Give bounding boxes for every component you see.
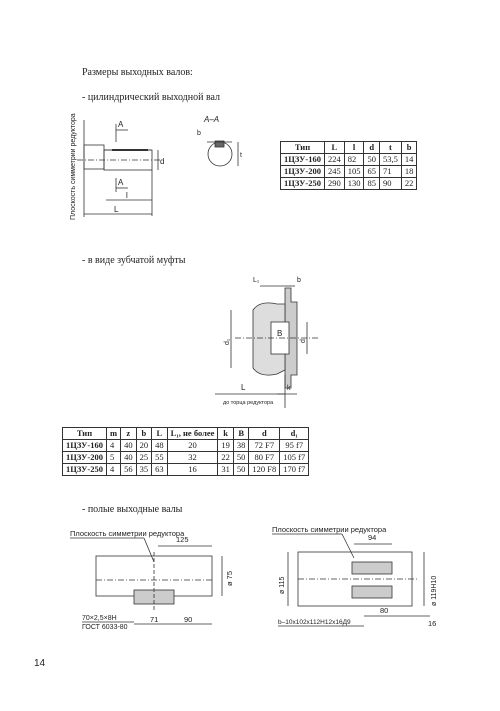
dim-L1-label: L₁	[253, 277, 260, 284]
table-row	[281, 166, 417, 178]
dim-d-label: d	[300, 339, 307, 343]
table-cell: 105	[344, 166, 364, 178]
table-cell: 85	[364, 178, 380, 190]
table-cell: 1ЦЗУ-250	[281, 178, 325, 190]
dim-16-label: 16	[428, 619, 437, 628]
table-cell: 20	[167, 440, 218, 452]
table-cell: 48	[152, 440, 168, 452]
table-cell: 1ЦЗУ-250	[63, 464, 107, 476]
table-cell: 38	[233, 440, 249, 452]
hollow-shaft-spline-zone-top	[352, 562, 392, 574]
spline-designation: b–10x102x112Н12x16Д9	[278, 619, 351, 626]
table-cell: 16	[167, 464, 218, 476]
col-header: d₁	[280, 428, 309, 440]
table-cell: 72 F7	[249, 440, 280, 452]
table-cell: 55	[152, 452, 168, 464]
col-header: d	[364, 142, 380, 154]
table-cell: 20	[136, 440, 152, 452]
dim-L-label: L	[241, 383, 246, 392]
table-cell: 90	[379, 178, 401, 190]
dim-B-label: B	[277, 329, 283, 338]
table-cell: 65	[364, 166, 380, 178]
col-header: z	[121, 428, 137, 440]
table-cell: 130	[344, 178, 364, 190]
shaft-collar	[84, 145, 104, 169]
dim-L-label: L	[114, 205, 119, 214]
table-cell: 290	[324, 178, 344, 190]
table-cell: 50	[233, 464, 249, 476]
col-header: b	[401, 142, 417, 154]
table-cell: 14	[401, 154, 417, 166]
dim-d119-label: ø 119Н10	[431, 575, 438, 606]
hollow-shaft-spline-drawing	[62, 522, 252, 632]
dim-t-label: t	[240, 152, 242, 159]
section-cylindrical-title: - цилиндрический выходной вал	[82, 92, 221, 103]
gear-coupling-table	[62, 427, 309, 476]
table-cell: 105 f7	[280, 452, 309, 464]
table-cell: 71	[379, 166, 401, 178]
page-number: 14	[34, 658, 46, 669]
table-cell: 120 F8	[249, 464, 280, 476]
table-cell: 35	[136, 464, 152, 476]
col-header: Тип	[281, 142, 325, 154]
table-cell: 18	[401, 166, 417, 178]
table-row	[281, 178, 417, 190]
section-mark-a-bottom: А	[118, 178, 124, 187]
dim-d1-label: d₁	[224, 338, 231, 345]
hollow-shaft-spline-zone-bottom	[352, 586, 392, 598]
table-cell: 1ЦЗУ-160	[281, 154, 325, 166]
table-cell: 1ЦЗУ-200	[63, 452, 107, 464]
section-aa-label: А–А	[204, 115, 220, 124]
dim-94-label: 94	[368, 533, 377, 542]
table-cell: 32	[167, 452, 218, 464]
bottom-note: до торца редуктора	[223, 400, 274, 406]
table-cell: 4	[106, 440, 120, 452]
dim-d75-label: ø 75	[225, 570, 234, 586]
symmetry-plane-label-line1: Плоскость симметрии редуктора	[272, 525, 387, 534]
table-cell: 50	[233, 452, 249, 464]
dim-90-label: 90	[184, 615, 193, 624]
table-cell: 19	[218, 440, 234, 452]
table-cell: 40	[121, 452, 137, 464]
dim-d-label: d	[160, 157, 165, 166]
col-header: Тип	[63, 428, 107, 440]
table-header-row	[281, 142, 417, 154]
table-cell: 53,5	[379, 154, 401, 166]
table-row	[63, 464, 309, 476]
dim-b-label: b	[297, 277, 301, 284]
table-cell: 56	[121, 464, 137, 476]
col-header: L₁, не более	[167, 428, 218, 440]
table-cell: 82	[344, 154, 364, 166]
dim-k-label: k	[287, 385, 291, 392]
col-header: B	[233, 428, 249, 440]
table-cell: 170 f7	[280, 464, 309, 476]
dim-b-label: b	[197, 130, 201, 137]
dim-80-label: 80	[380, 606, 389, 615]
table-cell: 4	[106, 464, 120, 476]
table-row	[281, 154, 417, 166]
table-cell: 25	[136, 452, 152, 464]
table-cell: 245	[324, 166, 344, 178]
gost-designation: ГОСТ 6033-80	[82, 624, 128, 631]
hollow-shaft-bspline-drawing	[268, 522, 458, 634]
col-header: l	[344, 142, 364, 154]
table-cell: 5	[106, 452, 120, 464]
section-hollow-title: - полые выходные валы	[82, 504, 183, 515]
col-header: m	[106, 428, 120, 440]
table-cell: 80 F7	[249, 452, 280, 464]
col-header: L	[324, 142, 344, 154]
section-gear-coupling-title: - в виде зубчатой муфты	[82, 255, 186, 266]
col-header: k	[218, 428, 234, 440]
table-cell: 40	[121, 440, 137, 452]
dim-125-label: 125	[176, 535, 189, 544]
cylindrical-shaft-drawing	[62, 112, 267, 230]
col-header: L	[152, 428, 168, 440]
table-cell: 31	[218, 464, 234, 476]
dim-l-label: l	[126, 191, 128, 200]
table-cell: 95 f7	[280, 440, 309, 452]
spline-designation: 70×2,5×8Н	[82, 615, 117, 622]
page-heading: Размеры выходных валов:	[82, 67, 193, 78]
table-cell: 1ЦЗУ-200	[281, 166, 325, 178]
gear-coupling-drawing	[215, 270, 325, 415]
symmetry-plane-label: Плоскость симметрии редуктора	[70, 113, 77, 220]
dim-71-label: 71	[150, 615, 159, 624]
table-cell: 50	[364, 154, 380, 166]
dim-d115-label: ø 115	[279, 576, 286, 594]
table-row	[63, 440, 309, 452]
table-header-row	[63, 428, 309, 440]
symmetry-plane-label-line1: Плоскость симметрии редуктора	[70, 529, 185, 538]
table-cell: 224	[324, 154, 344, 166]
table-cell: 1ЦЗУ-160	[63, 440, 107, 452]
table-cell: 22	[218, 452, 234, 464]
col-header: d	[249, 428, 280, 440]
section-mark-a-top: А	[118, 120, 124, 129]
col-header: t	[379, 142, 401, 154]
table-row	[63, 452, 309, 464]
col-header: b	[136, 428, 152, 440]
table-cell: 63	[152, 464, 168, 476]
table-cell: 22	[401, 178, 417, 190]
cylindrical-shaft-table	[280, 141, 417, 190]
